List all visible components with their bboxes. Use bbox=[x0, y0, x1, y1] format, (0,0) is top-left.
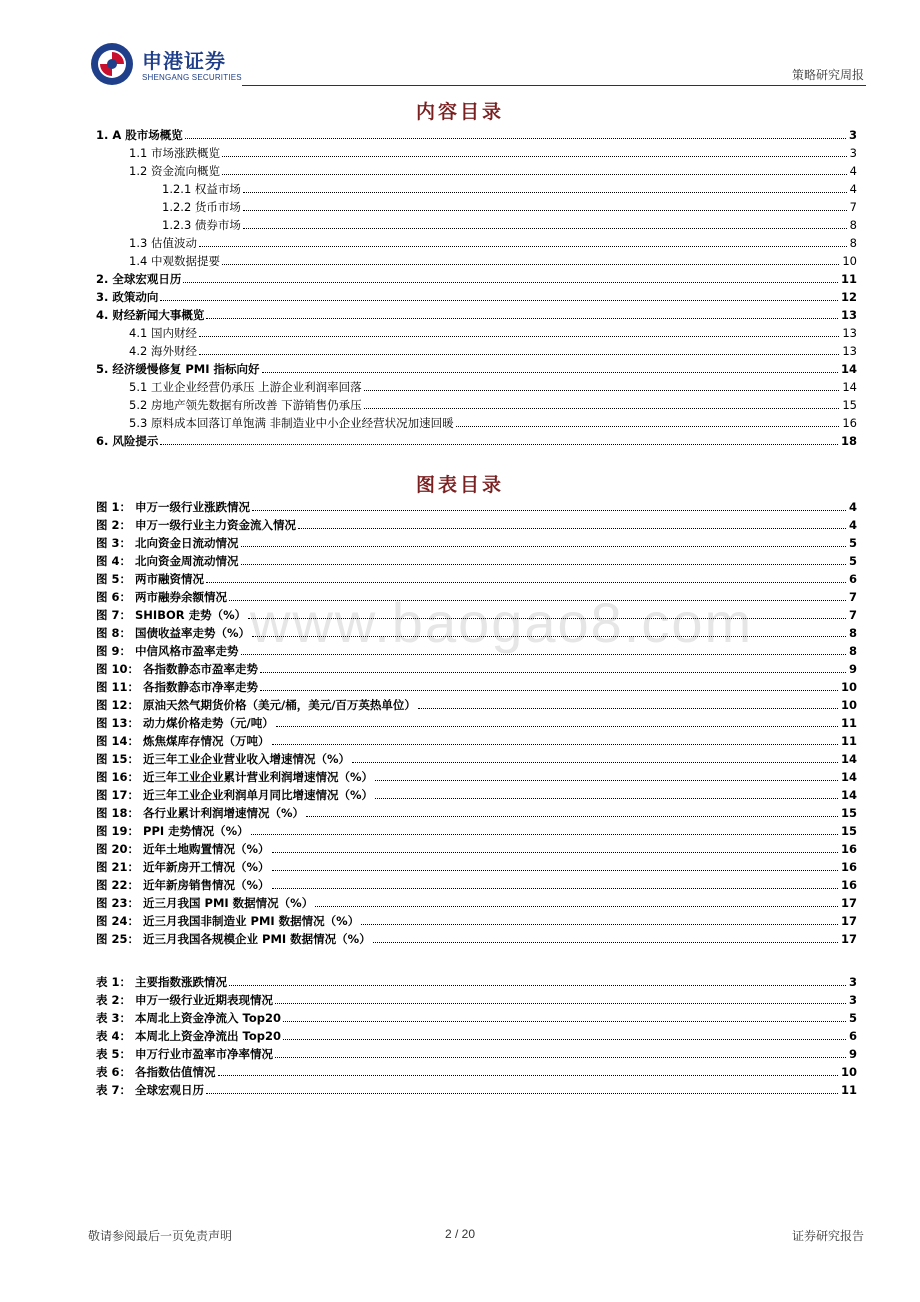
table-entry[interactable] bbox=[96, 1025, 857, 1043]
table-entry[interactable] bbox=[96, 971, 857, 989]
dot-leader bbox=[206, 1093, 838, 1094]
dot-leader bbox=[260, 690, 838, 691]
figure-entry-label: 图 18： 各行业累计利润增速情况（%） bbox=[96, 806, 305, 820]
dot-leader bbox=[160, 300, 838, 301]
figure-entry[interactable] bbox=[96, 514, 857, 532]
dot-leader bbox=[283, 1021, 846, 1022]
toc-entry-page: 3 bbox=[849, 146, 857, 160]
tables-list bbox=[96, 971, 857, 1097]
brand-name-en: SHENGANG SECURITIES bbox=[142, 73, 242, 82]
brand-name-cn: 申港证券 bbox=[142, 49, 226, 73]
figure-entry[interactable] bbox=[96, 748, 857, 766]
table-entry[interactable] bbox=[96, 989, 857, 1007]
figure-entry-label: 图 6： 两市融券余额情况 bbox=[96, 590, 228, 604]
figure-entry-label: 图 3： 北向资金日流动情况 bbox=[96, 536, 239, 550]
figure-entry-page: 16 bbox=[840, 842, 857, 856]
figure-entry-page: 17 bbox=[840, 914, 857, 928]
dot-leader bbox=[243, 192, 847, 193]
figure-entry-label: 图 17： 近三年工业企业利润单月同比增速情况（%） bbox=[96, 788, 374, 802]
toc-entry-label: 5. 经济缓慢修复 PMI 指标向好 bbox=[96, 362, 260, 376]
table-entry-label: 表 7： 全球宏观日历 bbox=[96, 1083, 205, 1097]
dot-leader bbox=[361, 924, 838, 925]
toc-entry-page: 4 bbox=[849, 164, 857, 178]
dot-leader bbox=[252, 636, 846, 637]
toc-entry[interactable] bbox=[96, 304, 857, 322]
toc-entry-label: 5.1 工业企业经营仍承压 上游企业利润率回落 bbox=[129, 380, 362, 394]
dot-leader bbox=[456, 426, 840, 427]
toc-entry-page: 13 bbox=[842, 344, 857, 358]
dot-leader bbox=[272, 870, 838, 871]
toc-entry-page: 11 bbox=[840, 272, 857, 286]
page-number: 2 / 20 bbox=[444, 1227, 476, 1241]
figure-entry[interactable] bbox=[96, 604, 857, 622]
figure-entry-label: 图 16： 近三年工业企业累计营业利润增速情况（%） bbox=[96, 770, 374, 784]
figures-title: 图表目录 bbox=[415, 474, 504, 496]
figure-entry[interactable] bbox=[96, 838, 857, 856]
dot-leader bbox=[251, 834, 838, 835]
figure-entry-label: 图 4： 北向资金周流动情况 bbox=[96, 554, 239, 568]
table-entry-label: 表 6： 各指数估值情况 bbox=[96, 1065, 216, 1079]
dot-leader bbox=[375, 798, 838, 799]
figure-entry-label: 图 19： PPI 走势情况（%） bbox=[96, 824, 249, 838]
report-type: 策略研究周报 bbox=[791, 68, 864, 82]
dot-leader bbox=[218, 1075, 838, 1076]
figure-entry[interactable] bbox=[96, 928, 857, 946]
toc-entry[interactable] bbox=[96, 394, 857, 412]
toc-entry[interactable] bbox=[96, 340, 857, 358]
toc-entry-label: 1.2 资金流向概览 bbox=[129, 164, 220, 178]
figure-entry-page: 10 bbox=[840, 698, 857, 712]
toc-entry[interactable] bbox=[96, 412, 857, 430]
figure-entry-label: 图 22： 近年新房销售情况（%） bbox=[96, 878, 270, 892]
table-entry-page: 11 bbox=[840, 1083, 857, 1097]
dot-leader bbox=[275, 1003, 846, 1004]
figure-entry-page: 7 bbox=[848, 590, 857, 604]
dot-leader bbox=[222, 156, 847, 157]
figure-entry[interactable] bbox=[96, 658, 857, 676]
dot-leader bbox=[373, 942, 838, 943]
shengang-logo-icon bbox=[90, 42, 134, 86]
figure-entry[interactable] bbox=[96, 892, 857, 910]
figure-entry[interactable] bbox=[96, 730, 857, 748]
dot-leader bbox=[206, 318, 838, 319]
figure-entry[interactable] bbox=[96, 784, 857, 802]
figure-entry-page: 15 bbox=[840, 824, 857, 838]
figure-entry[interactable] bbox=[96, 532, 857, 550]
figure-entry-label: 图 15： 近三年工业企业营业收入增速情况（%） bbox=[96, 752, 351, 766]
figure-entry-page: 17 bbox=[840, 932, 857, 946]
toc-entry-page: 13 bbox=[842, 326, 857, 340]
toc-entry[interactable] bbox=[96, 160, 857, 178]
toc-entry[interactable] bbox=[96, 268, 857, 286]
dot-leader bbox=[183, 282, 838, 283]
figure-entry-page: 17 bbox=[840, 896, 857, 910]
toc-entry[interactable] bbox=[96, 196, 857, 214]
toc-entry-label: 5.3 原料成本回落订单饱满 非制造业中小企业经营状况加速回暖 bbox=[129, 416, 454, 430]
dot-leader bbox=[241, 654, 846, 655]
toc-entry-label: 4. 财经新闻大事概览 bbox=[96, 308, 205, 322]
figures-list bbox=[96, 496, 857, 946]
figure-entry-label: 图 7： SHIBOR 走势（%） bbox=[96, 608, 247, 622]
dot-leader bbox=[229, 600, 846, 601]
toc-entry[interactable] bbox=[96, 250, 857, 268]
toc-entry-label: 3. 政策动向 bbox=[96, 290, 159, 304]
figure-entry-page: 15 bbox=[840, 806, 857, 820]
figure-entry-label: 图 20： 近年土地购置情况（%） bbox=[96, 842, 270, 856]
figure-entry-label: 图 2： 申万一级行业主力资金流入情况 bbox=[96, 518, 297, 532]
figure-entry-label: 图 9： 中信风格市盈率走势 bbox=[96, 644, 239, 658]
dot-leader bbox=[222, 264, 839, 265]
dot-leader bbox=[276, 726, 838, 727]
figure-entry[interactable] bbox=[96, 694, 857, 712]
toc-entry-page: 3 bbox=[848, 128, 857, 142]
table-entry[interactable] bbox=[96, 1007, 857, 1025]
figure-entry-label: 图 13： 动力煤价格走势（元/吨） bbox=[96, 716, 274, 730]
figure-entry-page: 6 bbox=[848, 572, 857, 586]
toc-entry-label: 4.2 海外财经 bbox=[129, 344, 197, 358]
toc-entry[interactable] bbox=[96, 142, 857, 160]
dot-leader bbox=[241, 564, 846, 565]
figure-entry[interactable] bbox=[96, 820, 857, 838]
figure-entry-label: 图 5： 两市融资情况 bbox=[96, 572, 205, 586]
table-entry-label: 表 2： 申万一级行业近期表现情况 bbox=[96, 993, 274, 1007]
dot-leader bbox=[229, 985, 846, 986]
table-entry-label: 表 3： 本周北上资金净流入 Top20 bbox=[96, 1011, 281, 1025]
figure-entry[interactable] bbox=[96, 802, 857, 820]
dot-leader bbox=[199, 354, 839, 355]
figure-entry-page: 5 bbox=[848, 536, 857, 550]
toc-entry-label: 1.4 中观数据提要 bbox=[129, 254, 220, 268]
dot-leader bbox=[272, 852, 838, 853]
figure-entry[interactable] bbox=[96, 496, 857, 514]
toc-entry-label: 4.1 国内财经 bbox=[129, 326, 197, 340]
toc-entry-label: 1.3 估值波动 bbox=[129, 236, 197, 250]
footer-report-label: 证券研究报告 bbox=[791, 1229, 864, 1243]
figure-entry-label: 图 11： 各指数静态市净率走势 bbox=[96, 680, 259, 694]
figure-entry-page: 8 bbox=[848, 626, 857, 640]
dot-leader bbox=[243, 210, 847, 211]
table-entry-label: 表 1： 主要指数涨跌情况 bbox=[96, 975, 228, 989]
dot-leader bbox=[375, 780, 838, 781]
table-entry[interactable] bbox=[96, 1043, 857, 1061]
table-entry-page: 3 bbox=[848, 993, 857, 1007]
dot-leader bbox=[199, 336, 839, 337]
figure-entry-page: 5 bbox=[848, 554, 857, 568]
table-entry-page: 10 bbox=[840, 1065, 857, 1079]
figure-entry-page: 14 bbox=[840, 788, 857, 802]
figure-entry-page: 9 bbox=[848, 662, 857, 676]
dot-leader bbox=[185, 138, 846, 139]
figure-entry-label: 图 10： 各指数静态市盈率走势 bbox=[96, 662, 259, 676]
figure-entry[interactable] bbox=[96, 676, 857, 694]
figure-entry-page: 4 bbox=[848, 518, 857, 532]
toc-entry[interactable] bbox=[96, 430, 857, 448]
toc-entry-label: 1.2.3 债券市场 bbox=[162, 218, 241, 232]
dot-leader bbox=[283, 1039, 846, 1040]
dot-leader bbox=[272, 888, 838, 889]
table-entry-page: 5 bbox=[848, 1011, 857, 1025]
table-entry[interactable] bbox=[96, 1061, 857, 1079]
figure-entry[interactable] bbox=[96, 712, 857, 730]
figure-entry-page: 7 bbox=[848, 608, 857, 622]
watermark: www.baogao8.com bbox=[250, 591, 754, 654]
toc-entry[interactable] bbox=[96, 358, 857, 376]
figure-entry-page: 16 bbox=[840, 878, 857, 892]
dot-leader bbox=[364, 408, 840, 409]
dot-leader bbox=[275, 1057, 846, 1058]
figure-entry-label: 图 1： 申万一级行业涨跌情况 bbox=[96, 500, 251, 514]
figure-entry-label: 图 23： 近三月我国 PMI 数据情况（%） bbox=[96, 896, 314, 910]
toc-entry-label: 1.1 市场涨跌概览 bbox=[129, 146, 220, 160]
dot-leader bbox=[272, 744, 838, 745]
table-entry[interactable] bbox=[96, 1079, 857, 1097]
table-entry-label: 表 5： 申万行业市盈率市净率情况 bbox=[96, 1047, 274, 1061]
toc-entry-label: 2. 全球宏观日历 bbox=[96, 272, 182, 286]
dot-leader bbox=[206, 582, 846, 583]
figure-entry-label: 图 14： 炼焦煤库存情况（万吨） bbox=[96, 734, 270, 748]
toc-entry-page: 4 bbox=[849, 182, 857, 196]
figure-entry[interactable] bbox=[96, 766, 857, 784]
footer-disclaimer: 敬请参阅最后一页免责声明 bbox=[88, 1229, 233, 1243]
toc-entry[interactable] bbox=[96, 232, 857, 250]
toc-entry[interactable] bbox=[96, 322, 857, 340]
toc-entry[interactable] bbox=[96, 178, 857, 196]
toc-entry-label: 1. A 股市场概览 bbox=[96, 128, 183, 142]
contents-title: 内容目录 bbox=[415, 101, 504, 123]
toc-entry[interactable] bbox=[96, 214, 857, 232]
figure-entry-label: 图 21： 近年新房开工情况（%） bbox=[96, 860, 270, 874]
table-entry-page: 6 bbox=[848, 1029, 857, 1043]
dot-leader bbox=[418, 708, 838, 709]
toc-entry[interactable] bbox=[96, 124, 857, 142]
toc-entry-page: 14 bbox=[840, 362, 857, 376]
figure-entry-page: 14 bbox=[840, 770, 857, 784]
toc-entry-page: 8 bbox=[849, 218, 857, 232]
figure-entry-page: 11 bbox=[840, 734, 857, 748]
toc-entry-page: 8 bbox=[849, 236, 857, 250]
dot-leader bbox=[306, 816, 838, 817]
dot-leader bbox=[241, 546, 846, 547]
toc-entry-label: 5.2 房地产领先数据有所改善 下游销售仍承压 bbox=[129, 398, 362, 412]
dot-leader bbox=[262, 372, 838, 373]
dot-leader bbox=[364, 390, 840, 391]
toc-entry-page: 16 bbox=[842, 416, 857, 430]
figure-entry[interactable] bbox=[96, 622, 857, 640]
dot-leader bbox=[222, 174, 847, 175]
page-header bbox=[88, 42, 866, 88]
toc-entry-page: 15 bbox=[842, 398, 857, 412]
figure-entry[interactable] bbox=[96, 586, 857, 604]
toc-entry-label: 1.2.2 货币市场 bbox=[162, 200, 241, 214]
dot-leader bbox=[248, 618, 846, 619]
dot-leader bbox=[260, 672, 846, 673]
toc-entry-page: 10 bbox=[842, 254, 857, 268]
figure-entry-label: 图 25： 近三月我国各规模企业 PMI 数据情况（%） bbox=[96, 932, 371, 946]
dot-leader bbox=[298, 528, 846, 529]
dot-leader bbox=[160, 444, 838, 445]
toc-entry[interactable] bbox=[96, 376, 857, 394]
toc-entry-page: 13 bbox=[840, 308, 857, 322]
header-divider bbox=[242, 85, 866, 86]
toc-entry[interactable] bbox=[96, 286, 857, 304]
figure-entry-label: 图 8： 国债收益率走势（%） bbox=[96, 626, 251, 640]
toc-entry-label: 1.2.1 权益市场 bbox=[162, 182, 241, 196]
toc-entry-page: 18 bbox=[840, 434, 857, 448]
figure-entry-page: 16 bbox=[840, 860, 857, 874]
dot-leader bbox=[252, 510, 846, 511]
figure-entry[interactable] bbox=[96, 910, 857, 928]
figure-entry[interactable] bbox=[96, 856, 857, 874]
figure-entry-page: 14 bbox=[840, 752, 857, 766]
table-entry-page: 3 bbox=[848, 975, 857, 989]
figure-entry-label: 图 24： 近三月我国非制造业 PMI 数据情况（%） bbox=[96, 914, 360, 928]
figure-entry-page: 11 bbox=[840, 716, 857, 730]
contents-list bbox=[96, 124, 857, 448]
table-entry-page: 9 bbox=[848, 1047, 857, 1061]
figure-entry[interactable] bbox=[96, 640, 857, 658]
figure-entry-page: 4 bbox=[848, 500, 857, 514]
figure-entry-label: 图 12： 原油天然气期货价格（美元/桶，美元/百万英热单位） bbox=[96, 698, 416, 712]
figure-entry-page: 8 bbox=[848, 644, 857, 658]
figure-entry-page: 10 bbox=[840, 680, 857, 694]
figure-entry[interactable] bbox=[96, 550, 857, 568]
toc-entry-page: 7 bbox=[849, 200, 857, 214]
table-entry-label: 表 4： 本周北上资金净流出 Top20 bbox=[96, 1029, 281, 1043]
dot-leader bbox=[315, 906, 838, 907]
toc-entry-page: 12 bbox=[840, 290, 857, 304]
toc-entry-page: 14 bbox=[842, 380, 857, 394]
dot-leader bbox=[199, 246, 847, 247]
figure-entry[interactable] bbox=[96, 874, 857, 892]
dot-leader bbox=[243, 228, 847, 229]
figure-entry[interactable] bbox=[96, 568, 857, 586]
dot-leader bbox=[352, 762, 838, 763]
toc-entry-label: 6. 风险提示 bbox=[96, 434, 159, 448]
